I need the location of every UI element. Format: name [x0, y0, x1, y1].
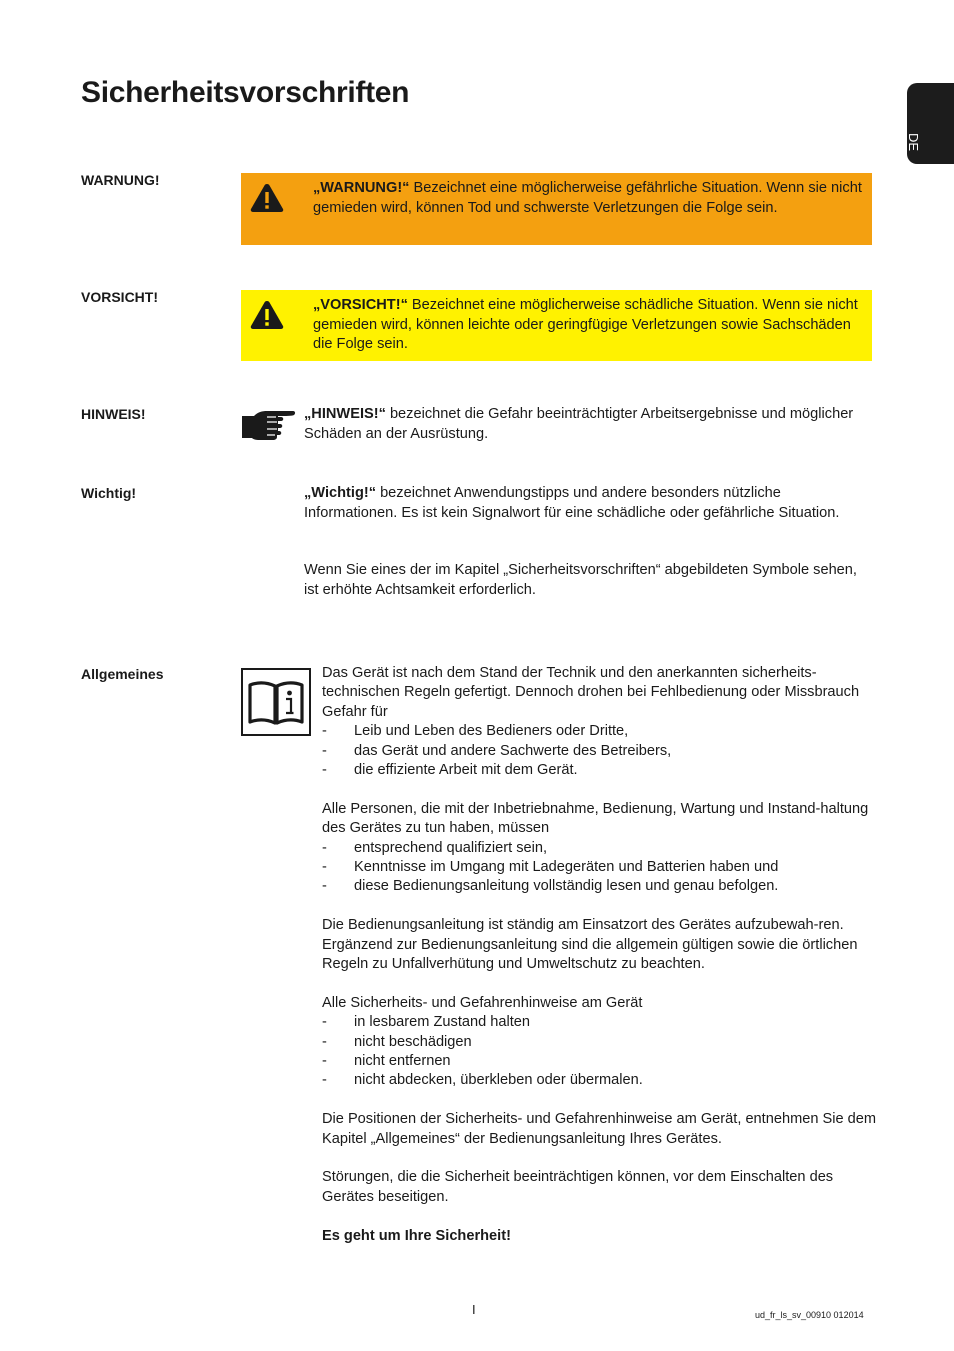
vorsicht-label: VORSICHT!	[81, 289, 158, 305]
paragraph: Das Gerät ist nach dem Stand der Technik und den anerkannten sicherheits-technischen Regeln gefertigt. Dennoch drohen bei Fehlbedienung oder Missbrauch Gefahr für	[322, 665, 860, 720]
wichtig-label: Wichtig!	[81, 485, 137, 501]
page-title: Sicherheitsvorschriften	[81, 76, 410, 109]
list-item: - Leib und Leben des Bedieners oder Dritte,	[322, 722, 877, 741]
list-item: - die effiziente Arbeit mit dem Gerät.	[322, 761, 877, 780]
pointing-hand-icon	[240, 408, 296, 442]
paragraph: Die Positionen der Sicherheits- und Gefahrenhinweise am Gerät, entnehmen Sie dem Kapitel „Allgemeines“ der Bedienungsanleitung Ihres Gerätes.	[322, 1111, 877, 1147]
list-item: - das Gerät und andere Sachwerte des Betreibers,	[322, 742, 877, 761]
hinweis-label: HINWEIS!	[81, 406, 146, 422]
allgemeines-body	[322, 664, 877, 1265]
warning-triangle-icon	[250, 183, 284, 213]
list-item: - diese Bedienungsanleitung vollständig lesen und genau befolgen.	[322, 877, 877, 896]
caution-text: „VORSICHT!“ Bezeichnet eine möglicherweise schädliche Situation. Wenn sie nicht gemieden wird, können leichte oder geringfügige Verletzungen sowie Sachschäden die Folge sein.	[313, 297, 858, 352]
list-item: - nicht abdecken, überkleben oder übermalen.	[322, 1071, 877, 1090]
requirements-list	[322, 839, 877, 897]
closing-statement: Es geht um Ihre Sicherheit!	[322, 1227, 511, 1244]
notices-list	[322, 1013, 877, 1091]
warnung-label: WARNUNG!	[81, 172, 160, 188]
list-item: - nicht entfernen	[322, 1052, 877, 1071]
hazard-list	[322, 722, 877, 780]
page-number: I	[472, 1302, 476, 1317]
allgemeines-label: Allgemeines	[81, 666, 164, 682]
wichtig-paragraph: Wenn Sie eines der im Kapitel „Sicherheitsvorschriften“ abgebildeten Symbole sehen, ist erhöhte Achtsamkeit erforderlich.	[304, 562, 857, 598]
paragraph: Alle Sicherheits- und Gefahrenhinweise am Gerät	[322, 994, 643, 1011]
paragraph: Alle Personen, die mit der Inbetriebnahme, Bedienung, Wartung und Instand-haltung des Gerätes zu tun haben, müssen	[322, 800, 869, 837]
language-tab-label: DE	[906, 133, 921, 152]
manual-info-icon	[241, 668, 311, 736]
wichtig-text: „Wichtig!“ bezeichnet Anwendungstipps und andere besonders nützliche Informationen. Es ist kein Signalwort für eine schädliche oder gefährliche Situation.	[304, 485, 840, 521]
warning-box	[241, 173, 872, 245]
paragraph: Die Bedienungsanleitung ist ständig am Einsatzort des Gerätes aufzubewah-ren. Ergänzend zur Bedienungsanleitung sind die allgemein gültigen sowie die örtlichen Regeln zu Unfallverhütung und Umweltschutz zu beachten.	[322, 917, 858, 973]
list-item: - nicht beschädigen	[322, 1033, 877, 1052]
warning-triangle-icon	[250, 300, 284, 330]
warning-text: „WARNUNG!“ Bezeichnet eine möglicherweise gefährliche Situation. Wenn sie nicht gemieden wird, können Tod und schwerste Verletzungen die Folge sein.	[313, 180, 862, 216]
paragraph: Störungen, die die Sicherheit beeinträchtigen können, vor dem Einschalten des Gerätes beseitigen.	[322, 1169, 834, 1205]
language-tab[interactable]	[907, 83, 954, 164]
document-code: ud_fr_ls_sv_00910 012014	[755, 1310, 864, 1320]
list-item: - in lesbarem Zustand halten	[322, 1013, 877, 1032]
hinweis-text: „HINWEIS!“ bezeichnet die Gefahr beeinträchtigter Arbeitsergebnisse und möglicher Schäden an der Ausrüstung.	[304, 406, 854, 442]
list-item: - Kenntnisse im Umgang mit Ladegeräten und Batterien haben und	[322, 858, 877, 877]
list-item: - entsprechend qualifiziert sein,	[322, 839, 877, 858]
caution-box	[241, 290, 872, 361]
